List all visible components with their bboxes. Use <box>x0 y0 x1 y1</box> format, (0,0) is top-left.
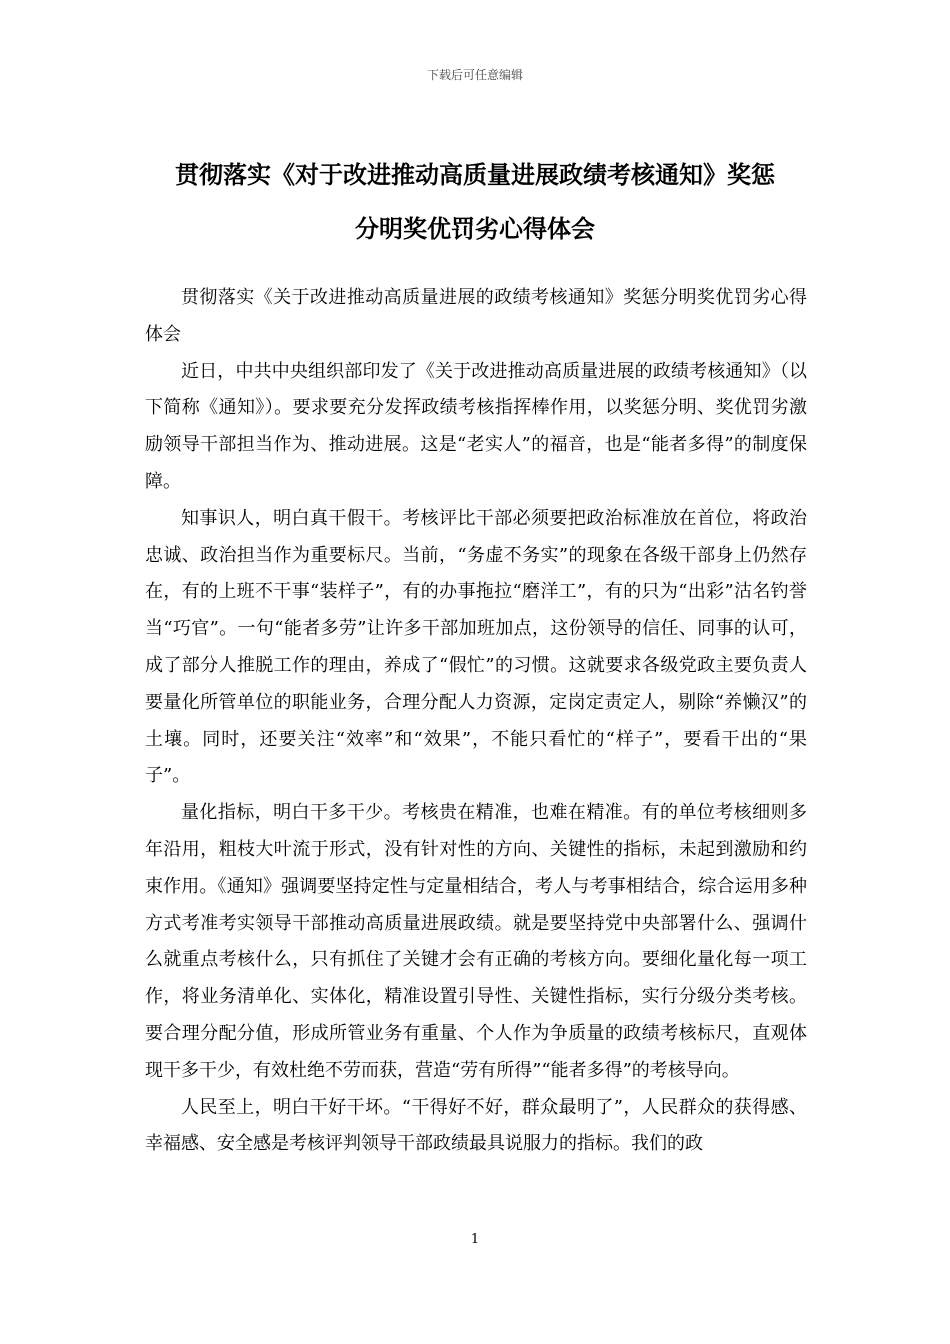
document-body <box>145 280 807 1163</box>
document-title <box>140 148 810 256</box>
paragraph: 贯彻落实《关于改进推动高质量进展的政绩考核通知》奖惩分明奖优罚劣心得体会 <box>145 287 807 345</box>
header-note: 下载后可任意编辑 <box>426 68 523 82</box>
page-number: 1 <box>470 1232 480 1247</box>
paragraph: 近日，中共中央组织部印发了《关于改进推动高质量进展的政绩考核通知》（以下简称《通知》）。要求要充分发挥政绩考核指挥棒作用，以奖惩分明、奖优罚劣激励领导干部担当作为、推动进展。这是“老实人”的福音，也是“能者多得”的制度保障。 <box>145 360 807 492</box>
title-line-1: 贯彻落实《对于改进推动高质量进展政绩考核通知》奖惩 <box>175 161 775 189</box>
paragraph: 量化指标，明白干多干少。考核贵在精准，也难在精准。有的单位考核细则多年沿用，粗枝大叶流于形式，没有针对性的方向、关键性的指标，未起到激励和约束作用。《通知》强调要坚持定性与定量相结合，考人与考事相结合，综合运用多种方式考准考实领导干部推动高质量进展政绩。就是要坚持党中央部署什么、强调什么就重点考核什么，只有抓住了关键才会有正确的考核方向。要细化量化每一项工作，将业务清单化、实体化，精准设置引导性、关键性指标，实行分级分类考核。要合理分配分值，形成所管业务有重量、个人作为争质量的政绩考核标尺，直观体现干多干少，有效杜绝不劳而获，营造“劳有所得”“能者多得”的考核导向。 <box>145 802 807 1081</box>
title-line-2: 分明奖优罚劣心得体会 <box>355 215 595 243</box>
paragraph: 人民至上，明白干好干坏。“干得好不好，群众最明了”，人民群众的获得感、幸福感、安全感是考核评判领导干部政绩最具说服力的指标。我们的政 <box>145 1096 807 1155</box>
paragraph: 知事识人，明白真干假干。考核评比干部必须要把政治标准放在首位，将政治忠诚、政治担当作为重要标尺。当前，“务虚不务实”的现象在各级干部身上仍然存在，有的上班不干事“装样子”，有的办事拖拉“磨洋工”，有的只为“出彩”沽名钓誉当“巧官”。一句“能者多劳”让许多干部加班加点，这份领导的信任、同事的认可，成了部分人推脱工作的理由，养成了“假忙”的习惯。这就要求各级党政主要负责人要量化所管单位的职能业务，合理分配人力资源，定岗定责定人，剔除“养懒汉”的土壤。同时，还要关注“效率”和“效果”，不能只看忙的“样子”，要看干出的“果子”。 <box>145 507 807 787</box>
